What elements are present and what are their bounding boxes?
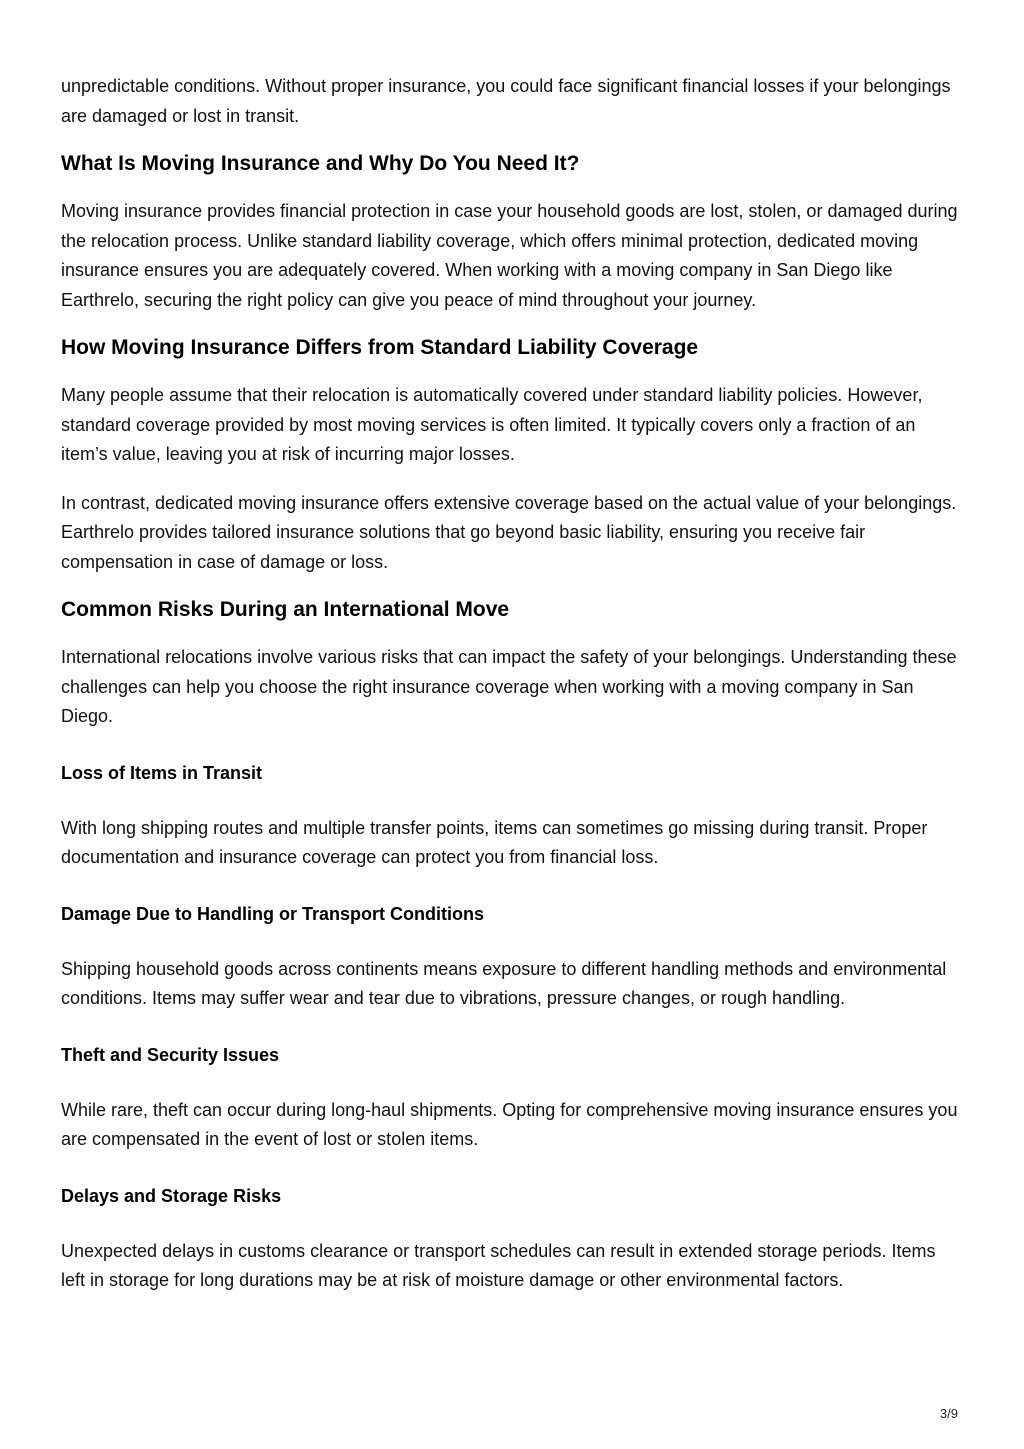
paragraph-international-risks: International relocations involve various risks that can impact the safety of your belongings. Understanding these challenges can help you choose the right insurance coverage when working with a moving company in San Diego. [61, 647, 957, 726]
paragraph-intro-continued: unpredictable conditions. Without proper insurance, you could face significant financial losses if your belongings are damaged or lost in transit. [61, 76, 951, 126]
heading-insurance-vs-liability: How Moving Insurance Differs from Standard Liability Coverage [61, 336, 699, 359]
paragraph-loss-in-transit: With long shipping routes and multiple transfer points, items can sometimes go missing during transit. Proper documentation and insurance coverage can protect you from financial loss. [61, 817, 928, 867]
paragraph-moving-insurance-definition: Moving insurance provides financial protection in case your household goods are lost, stolen, or damaged during the relocation process. Unlike standard liability coverage, which offers minimal protection, dedicated moving insurance ensures you are adequately covered. When working with a moving company in San Diego like Earthrelo, securing the right policy can give you peace of mind throughout your journey. [61, 201, 958, 310]
paragraph-theft-security: While rare, theft can occur during long-haul shipments. Opting for comprehensive moving insurance ensures you are compensated in the event of lost or stolen items. [61, 1099, 958, 1149]
heading-what-is-moving-insurance: What Is Moving Insurance and Why Do You Need It? [61, 152, 580, 175]
subheading-damage-handling: Damage Due to Handling or Transport Conditions [61, 903, 485, 924]
paragraph-damage-handling: Shipping household goods across continents means exposure to different handling methods and environmental conditions. Items may suffer wear and tear due to vibrations, pressure changes, or rough handling. [61, 958, 947, 1008]
subheading-loss-in-transit: Loss of Items in Transit [61, 762, 263, 783]
page-number: 3/9 [939, 1406, 958, 1421]
paragraph-standard-liability: Many people assume that their relocation is automatically covered under standard liability policies. However, standard coverage provided by most moving services is often limited. It typically covers only a fraction of an item’s value, leaving you at risk of incurring major losses. [61, 385, 923, 464]
document-body [61, 72, 961, 1296]
paragraph-dedicated-insurance: In contrast, dedicated moving insurance offers extensive coverage based on the actual value of your belongings. Earthrelo provides tailored insurance solutions that go beyond basic liability, ensuring you receive fair compensation in case of damage or loss. [61, 492, 957, 572]
subheading-delays-storage: Delays and Storage Risks [61, 1185, 282, 1206]
heading-common-risks: Common Risks During an International Move [61, 598, 510, 621]
subheading-theft-security: Theft and Security Issues [61, 1044, 280, 1065]
paragraph-delays-storage: Unexpected delays in customs clearance or transport schedules can result in extended storage periods. Items left in storage for long durations may be at risk of moisture damage or other environmental factors. [61, 1240, 936, 1290]
